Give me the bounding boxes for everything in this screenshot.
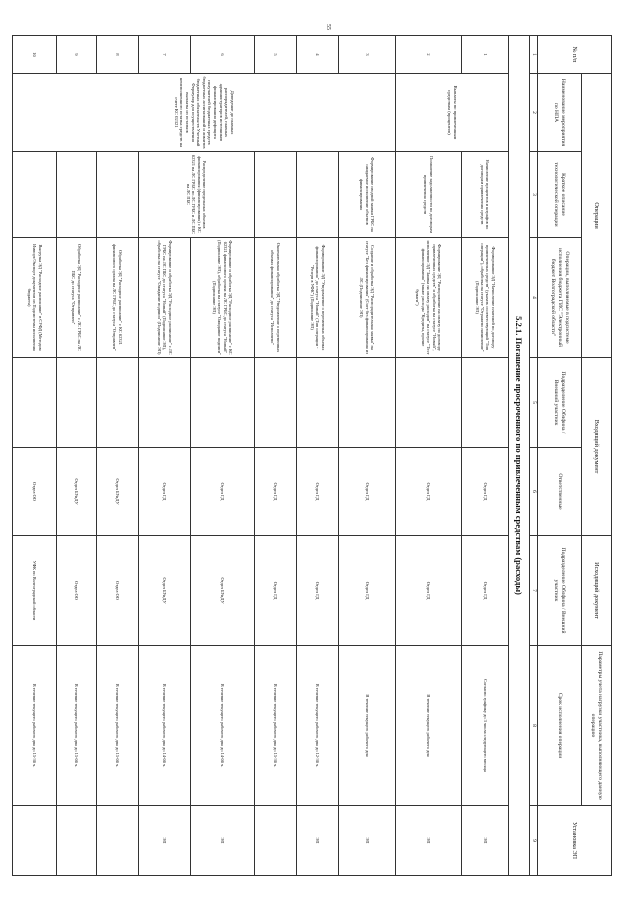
row-out-unit: Отдел ГД — [396, 536, 462, 646]
row-num: 9 — [57, 36, 97, 74]
row-in-unit — [462, 358, 509, 448]
section-title-row — [509, 36, 530, 876]
row-short: Формирование сводной заявки ГРБС на ожидаемое исполнение объемов финансирования — [339, 152, 396, 238]
col-number: 6 — [530, 448, 538, 536]
row-ei — [13, 806, 57, 876]
row-short: Погашение задолженности по договорам привлечения средств — [396, 152, 462, 238]
row-in-unit — [139, 358, 191, 448]
row-out-unit: Отдел ГД — [297, 536, 339, 646]
row-in-unit — [57, 358, 97, 448]
table-row — [57, 36, 97, 876]
row-in-unit — [255, 358, 297, 448]
col-number: 3 — [530, 152, 538, 238]
row-short — [255, 152, 297, 238]
row-num: 4 — [297, 36, 339, 74]
row-ops: Обработка ЭД "Расходное расписание" с КС 02321 финансового органа на ЛС ГРБС до статуса "Отправлен" — [97, 238, 139, 358]
row-ei: ЭП — [139, 806, 191, 876]
row-in-unit — [339, 358, 396, 448]
row-out-unit: Отдел ГД — [255, 536, 297, 646]
table-row — [255, 36, 297, 876]
header-params: Параметры учета нагрузки участника, выполняющего данную операцию — [582, 646, 612, 806]
row-ops: Формирование ЭД "Распоряжение на оплату по договору привлеченных средств" и обработка на статусе "Новый", исполнение ЭД "Заявка на оплату расходов" на статусе "Тест финансирования" (также расходы "Кредиты, прочие бумаги") — [396, 238, 462, 358]
row-ops: Формирование и обработка ЭД "Расходное расписание" с ЛС ГРБС на ЛС ПБС до статуса "Новый" (Подписание ЭП), обработка на статусе "Ожидание подписи" (Подписание ЭП) — [139, 238, 191, 358]
row-out-unit: Отдел ГД — [339, 536, 396, 646]
col-number: 8 — [530, 646, 538, 806]
row-ops: Формирование и обработка ЭД "Расходное расписание" с КС 02321 финансового органа на ЛС ГРБС до статуса "Новый" (Подписание ЭП), обработка на статусе "Ожидание подписи" (Подписание ЭП) — [191, 238, 255, 358]
row-resp: Отдел ГД — [191, 448, 255, 536]
row-num: 2 — [396, 36, 462, 74]
page-number: 55 — [325, 24, 331, 30]
header-col-in-unit: Подразделение Облфина / Внешний участник — [538, 358, 582, 448]
header-col-out-unit: Подразделение Облфина / Внешний участник — [538, 536, 582, 646]
row-resp: Отдел БУиДУ — [57, 448, 97, 536]
row-ei — [57, 806, 97, 876]
row-deadline: В течение текущего рабочего дня — [339, 646, 396, 806]
row-num: 1 — [462, 36, 509, 74]
row-resp: Отдел БУиДУ — [97, 448, 139, 536]
row-num: 8 — [97, 36, 139, 74]
group-name: Выплаты по привлеченным средствам (процентов) — [396, 74, 509, 152]
header-input-doc: Входящий документ — [582, 358, 612, 536]
table-row — [339, 36, 396, 876]
row-ops: Окончательная обработка ЭД "Уведомление о переменных объемах финансирования" до статуса "Исполнено" — [255, 238, 297, 358]
row-num: 6 — [191, 36, 255, 74]
row-resp: Отдел ГД — [139, 448, 191, 536]
row-deadline: В течение текущего рабочего дня до 15-30 ч. — [13, 646, 57, 806]
row-resp: Отдел ГД — [297, 448, 339, 536]
row-out-unit: УФК по Волгоградской области — [13, 536, 57, 646]
row-short — [13, 152, 57, 238]
row-deadline: В течение текущего рабочего дня до 15-30 ч. — [255, 646, 297, 806]
row-out-unit: Отдел ГД — [462, 536, 509, 646]
row-deadline: В течение текущего рабочего дня до 15-00 ч. — [57, 646, 97, 806]
row-deadline: В течение текущего рабочего дня до 12-30 ч. — [297, 646, 339, 806]
header-num: № п/п — [538, 36, 612, 74]
row-resp: Отдел ОО — [13, 448, 57, 536]
row-short: Распределение предельных объемов финансирования (финансирования) с КС 02321 на ЛС ГРБС по ЛС ГРБС и ЛС ПБС на ЛС ПБС — [139, 152, 255, 238]
table-row — [13, 36, 57, 876]
row-num: 7 — [139, 36, 191, 74]
table-row — [396, 36, 462, 876]
column-number-row — [530, 36, 538, 876]
row-deadline: В течение текущего рабочего дня до 14-00 ч. — [139, 646, 191, 806]
header-col-ops: Операции, выполняемые в подсистеме исполнения бюджета ГИС "Электронный бюджет Волгоградской области" — [538, 238, 582, 358]
row-short — [297, 152, 339, 238]
row-ei: ЭП — [462, 806, 509, 876]
table-row — [462, 36, 509, 876]
header-row-sub — [538, 36, 582, 876]
row-ei: ЭП — [191, 806, 255, 876]
table-row — [297, 36, 339, 876]
row-out-unit: Отдел БУиДУ — [191, 536, 255, 646]
rotated-page-content — [26, 35, 612, 875]
col-number: 1 — [530, 36, 538, 74]
row-ops: Выгрузка ЭД "Расходное расписание" в СУФД (Методом Импорт/Экспорт документов из Подсистемы исполнения бюджета) — [13, 238, 57, 358]
row-deadline: В течение текущего рабочего дня до 15-00 ч. — [97, 646, 139, 806]
row-short: Начисление процентов и штрафов по договорам привлечения средств — [462, 152, 509, 238]
col-number: 2 — [530, 74, 538, 152]
table-row — [97, 36, 139, 876]
col-number: 5 — [530, 358, 538, 448]
row-ei: ЭП — [297, 806, 339, 876]
header-operations: Операции — [582, 74, 612, 358]
row-in-unit — [191, 358, 255, 448]
row-ops: Обработка ЭД "Расходное расписание" с ЛС ГРБС на ЛС ПБС до статуса "Отправлен" — [57, 238, 97, 358]
row-resp: Отдел ГД — [339, 448, 396, 536]
row-resp: Отдел ГД — [396, 448, 462, 536]
table-row — [191, 36, 255, 876]
row-ei: ЭП — [339, 806, 396, 876]
header-set-ei: Установка ЭП — [538, 806, 612, 876]
header-col-deadline: Срок исполнения операции — [538, 646, 582, 806]
row-short — [57, 152, 97, 238]
row-in-unit — [297, 358, 339, 448]
row-out-unit: Отдел БУиДУ — [139, 536, 191, 646]
header-row-top — [582, 36, 612, 876]
row-in-unit — [396, 358, 462, 448]
row-resp: Отдел ГД — [255, 448, 297, 536]
group-name: Доведение до главных распорядителей, главных администраторов источников финансирования дефицита получателей бюджетных средств бюджетных ассигнований и лимитов бюджетных обязательств Учетный Формуляр для осуществления выплаты из остатков неисполненного остатка средств на счете КС 02321 — [13, 74, 396, 152]
row-out-unit: Отдел ОО — [57, 536, 97, 646]
header-source-doc: Исходящий документ — [582, 536, 612, 646]
header-col-name: Наименование мероприятия по НПА — [538, 74, 582, 152]
row-ei: ЭП — [396, 806, 462, 876]
section-title: 5.2.1. Погашение просроченного по привлеченным средствам (расходы) — [509, 36, 530, 876]
row-num: 5 — [255, 36, 297, 74]
row-num: 10 — [13, 36, 57, 74]
row-num: 3 — [339, 36, 396, 74]
header-col-resp: Ответственные — [538, 448, 582, 536]
row-ops: Формирование ЭД "Начисление платежей по договору привлеченных средств" (указать соответствующий "Тип операции"), обработка на статусе "Отражено начисление" (Подписание ЭП) — [462, 238, 509, 358]
row-resp: Отдел ГД — [462, 448, 509, 536]
row-deadline: В течение текущего рабочего дня до 14-00 ч. — [191, 646, 255, 806]
col-number: 7 — [530, 536, 538, 646]
header-col-short: Краткое описание технологической операции — [538, 152, 582, 238]
col-number: 4 — [530, 238, 538, 358]
row-deadline: Согласно графику до 3 числа следующего месяца — [462, 646, 509, 806]
row-ops: Формирование ЭД "Уведомление о переменных объемах финансирования" до статуса "Новый" (Тип операции - "Резерв в УФК") (Подписание ЭП) — [297, 238, 339, 358]
row-ei — [255, 806, 297, 876]
row-out-unit: Отдел ОО — [97, 536, 139, 646]
operations-register-table — [12, 35, 612, 876]
row-deadline: В течение текущего рабочего дня — [396, 646, 462, 806]
row-ei — [97, 806, 139, 876]
row-ops: Создание и обработка ЭД "Распорядительная заявка" на статусе "Без финансирования" (Счет без финансирования из ЛС (Подписание ЭП) — [339, 238, 396, 358]
col-number: 9 — [530, 806, 538, 876]
row-short — [97, 152, 139, 238]
row-in-unit — [97, 358, 139, 448]
row-in-unit — [13, 358, 57, 448]
